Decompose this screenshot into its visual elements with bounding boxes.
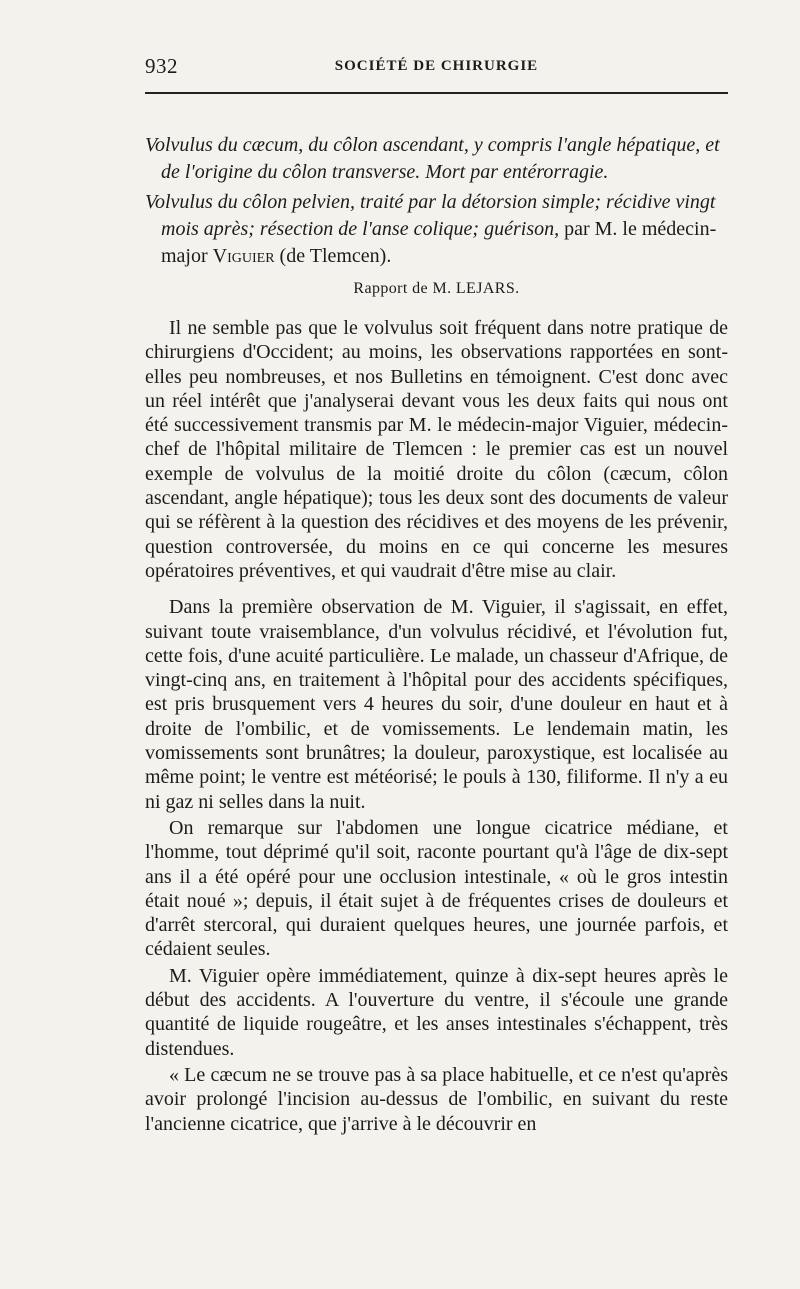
header-rule xyxy=(145,92,728,94)
body-paragraph: « Le cæcum ne se trouve pas à sa place habituelle, et ce n'est qu'après avoir prolongé l'incision au-dessus de l'ombilic, en suivant du reste l'ancienne cicatrice, que j'arrive à le découvrir en xyxy=(145,1063,728,1135)
article-title-2-byline: par M. le médecin-major xyxy=(161,218,717,267)
body-paragraph: Dans la première observation de M. Viguier, il s'agissait, en effet, suivant toute vraisemblance, d'un volvulus récidivé, et l'évolution fut, cette fois, d'une acuité particulière. Le malade, un chasseur d'Afrique, de vingt-cinq ans, en traitement à l'hôpital pour des accidents spécifiques, est pris brusquement vers 4 heures du soir, d'une douleur en haut et à droite de l'ombilic, et de vomissements. Le lendemain matin, les vomissements sont brunâtres; la douleur, paroxystique, est localisée au même point; le ventre est météorisé; le pouls à 130, filiforme. Il n'y a eu ni gaz ni selles dans la nuit. xyxy=(145,596,728,813)
article-title-1-text: Volvulus du cæcum, du côlon ascendant, y compris l'angle hépatique, et de l'origine du côlon transverse. Mort par entérorragie. xyxy=(145,134,720,183)
page-number: 932 xyxy=(145,54,178,78)
report-line: Rapport de M. LEJARS. xyxy=(353,280,520,297)
article-title-1 xyxy=(145,132,728,186)
article-titles xyxy=(145,132,728,270)
article-title-2-text: Volvulus du côlon pelvien, traité par la détorsion simple; récidive vingt mois après; résection de l'anse colique; guérison, xyxy=(145,191,716,240)
book-page xyxy=(145,48,728,1136)
running-head xyxy=(145,48,728,84)
author-name: Viguier xyxy=(212,245,275,267)
journal-title: SOCIÉTÉ DE CHIRURGIE xyxy=(334,58,539,74)
author-place: (de Tlemcen). xyxy=(279,245,392,267)
body-paragraph: Il ne semble pas que le volvulus soit fréquent dans notre pratique de chirurgiens d'Occident; au moins, les observations rapportées en sont-elles peu nombreuses, et nos Bulletins en témoignent. C'est donc avec un réel intérêt que j'analyserai devant vous les deux faits qui nous ont été successivement transmis par M. le médecin-major Viguier, médecin-chef de l'hôpital militaire de Tlemcen : le premier cas est un nouvel exemple de volvulus de la moitié droite du côlon (cæcum, côlon ascendant, angle hépatique); tous les deux sont des documents de valeur qui se réfèrent à la question des récidives et des moyens de les prévenir, question controversée, du moins en ce qui concerne les mesures opératoires préventives, et qui vaudrait d'être mise au clair. xyxy=(145,317,728,582)
body-paragraph: M. Viguier opère immédiatement, quinze à dix-sept heures après le début des accidents. A l'ouverture du ventre, il s'écoule une grande quantité de liquide rougeâtre, et les anses intestinales s'échappent, très distendues. xyxy=(145,964,728,1060)
article-title-2 xyxy=(145,189,728,270)
body-paragraph: On remarque sur l'abdomen une longue cicatrice médiane, et l'homme, tout déprimé qu'il soit, raconte pourtant qu'à l'âge de dix-sept ans il a été opéré pour une occlusion intestinale, « où le gros intestin était noué »; depuis, il était sujet à de fréquentes crises de douleurs et d'arrêt stercoral, qui duraient quelques heures, une journée parfois, et cédaient seules. xyxy=(145,816,728,961)
